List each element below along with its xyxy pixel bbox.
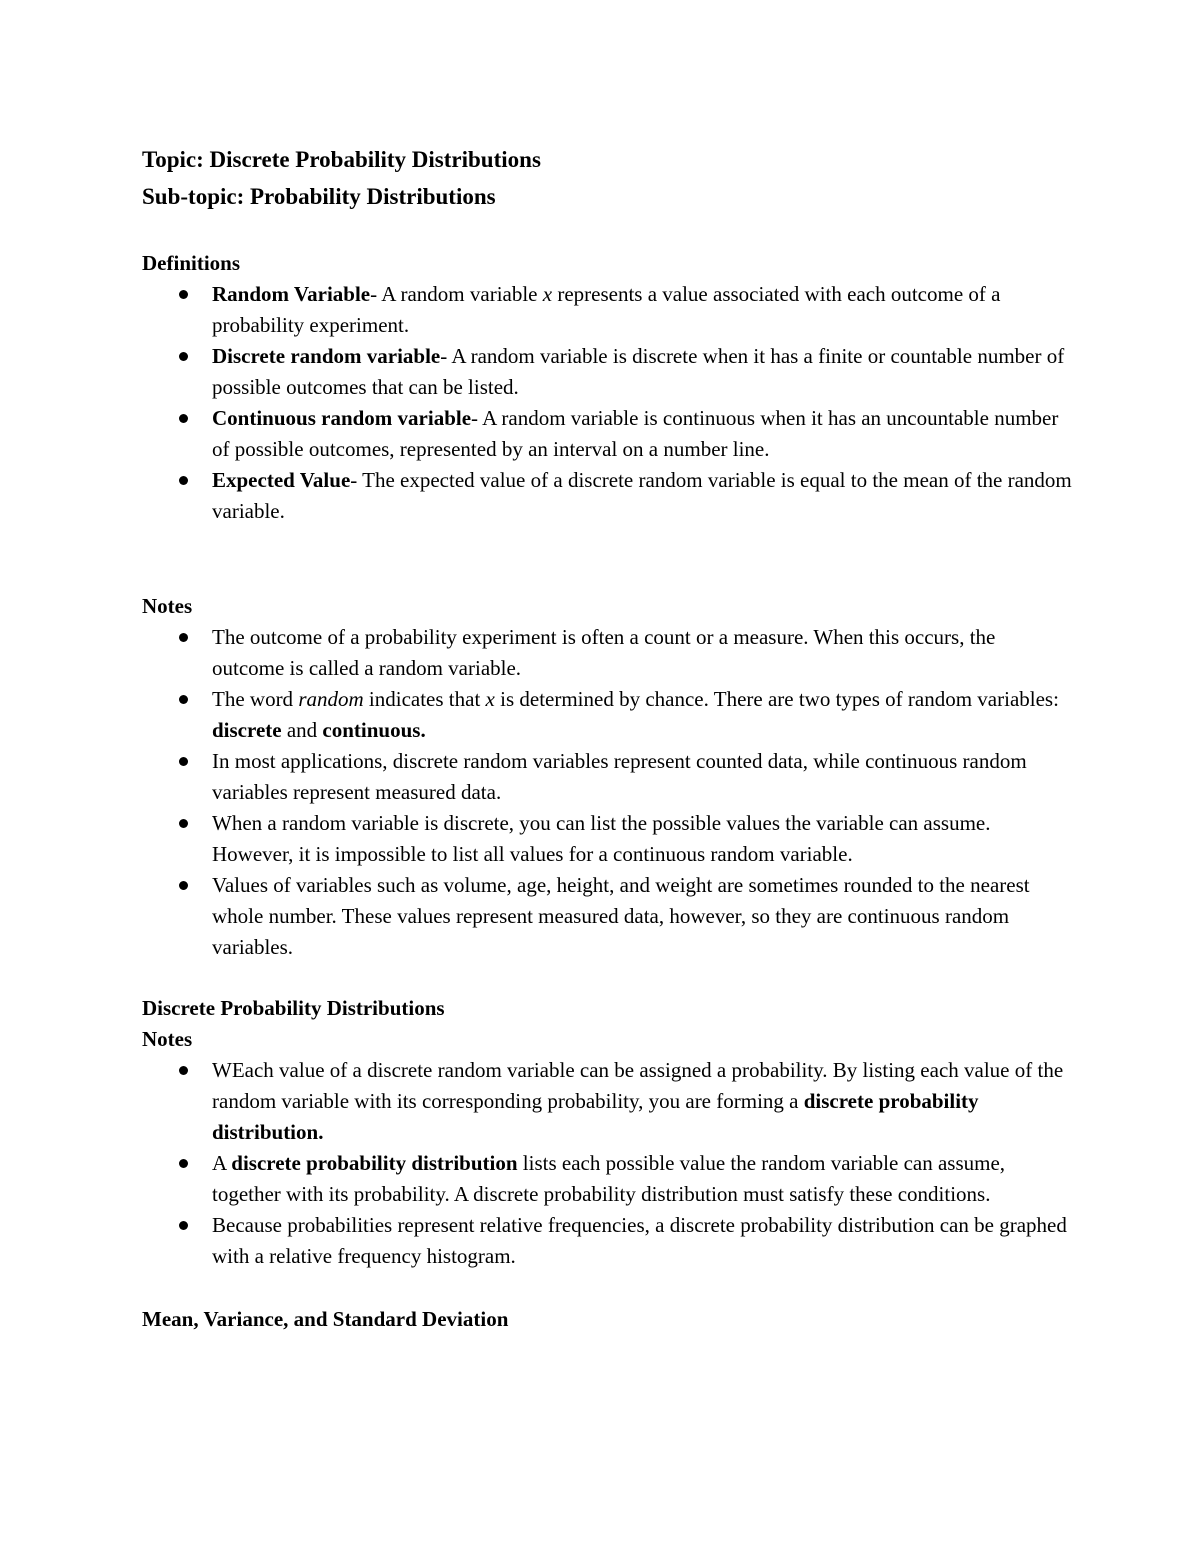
note-item: WEach value of a discrete random variable can be assigned a probability. By listing each value of the random variable with its corresponding probability, you are forming a discrete probability distribution.: [142, 1055, 1072, 1148]
definition-item: Discrete random variable- A random variable is discrete when it has a finite or countable number of possible outcomes that can be listed.: [142, 341, 1072, 403]
definition-term: Random Variable: [212, 282, 371, 306]
discrete-notes-list: [142, 1055, 1072, 1272]
discrete-notes-heading: Notes: [142, 1027, 193, 1051]
term-discrete-probability-distribution: discrete probability distribution.: [212, 1089, 979, 1144]
definition-item: Continuous random variable- A random variable is continuous when it has an uncountable number of possible outcomes, represented by an interval on a number line.: [142, 403, 1072, 465]
page-subtitle: Sub-topic: Probability Distributions: [142, 184, 496, 209]
notes-list: [142, 622, 1072, 963]
definition-term: Expected Value: [212, 468, 351, 492]
definitions-heading: Definitions: [142, 251, 241, 275]
note-item: The word random indicates that x is determined by chance. There are two types of random variables: discrete and continuous.: [142, 684, 1072, 746]
variable-x: x: [485, 687, 495, 711]
note-item: In most applications, discrete random variables represent counted data, while continuous random variables represent measured data.: [142, 746, 1072, 808]
term-continuous: continuous.: [322, 718, 426, 742]
variable-x: x: [542, 282, 553, 306]
notes-heading: Notes: [142, 594, 193, 618]
discrete-distributions-heading: Discrete Probability Distributions: [142, 996, 445, 1020]
definition-term: Discrete random variable: [212, 344, 441, 368]
definitions-list: [142, 279, 1072, 527]
definition-item: Expected Value- The expected value of a discrete random variable is equal to the mean of the random variable.: [142, 465, 1072, 527]
note-item: Values of variables such as volume, age, height, and weight are sometimes rounded to the nearest whole number. These values represent measured data, however, so they are continuous random variables.: [142, 870, 1072, 963]
page-title: Topic: Discrete Probability Distributions: [142, 147, 541, 172]
document-content: [142, 141, 1072, 1335]
term-discrete: discrete: [212, 718, 282, 742]
definition-item: Random Variable- A random variable x represents a value associated with each outcome of a probability experiment.: [142, 279, 1072, 341]
term-discrete-probability-distribution: discrete probability distribution: [231, 1151, 518, 1175]
note-item: The outcome of a probability experiment is often a count or a measure. When this occurs, the outcome is called a random variable.: [142, 622, 1072, 684]
definition-term: Continuous random variable: [212, 406, 472, 430]
mean-variance-heading: Mean, Variance, and Standard Deviation: [142, 1307, 509, 1331]
note-item: A discrete probability distribution lists each possible value the random variable can assume, together with its probability. A discrete probability distribution must satisfy these conditions.: [142, 1148, 1072, 1210]
word-random: random: [298, 687, 364, 711]
note-item: When a random variable is discrete, you can list the possible values the variable can assume. However, it is impossible to list all values for a continuous random variable.: [142, 808, 1072, 870]
note-item: Because probabilities represent relative frequencies, a discrete probability distribution can be graphed with a relative frequency histogram.: [142, 1210, 1072, 1272]
